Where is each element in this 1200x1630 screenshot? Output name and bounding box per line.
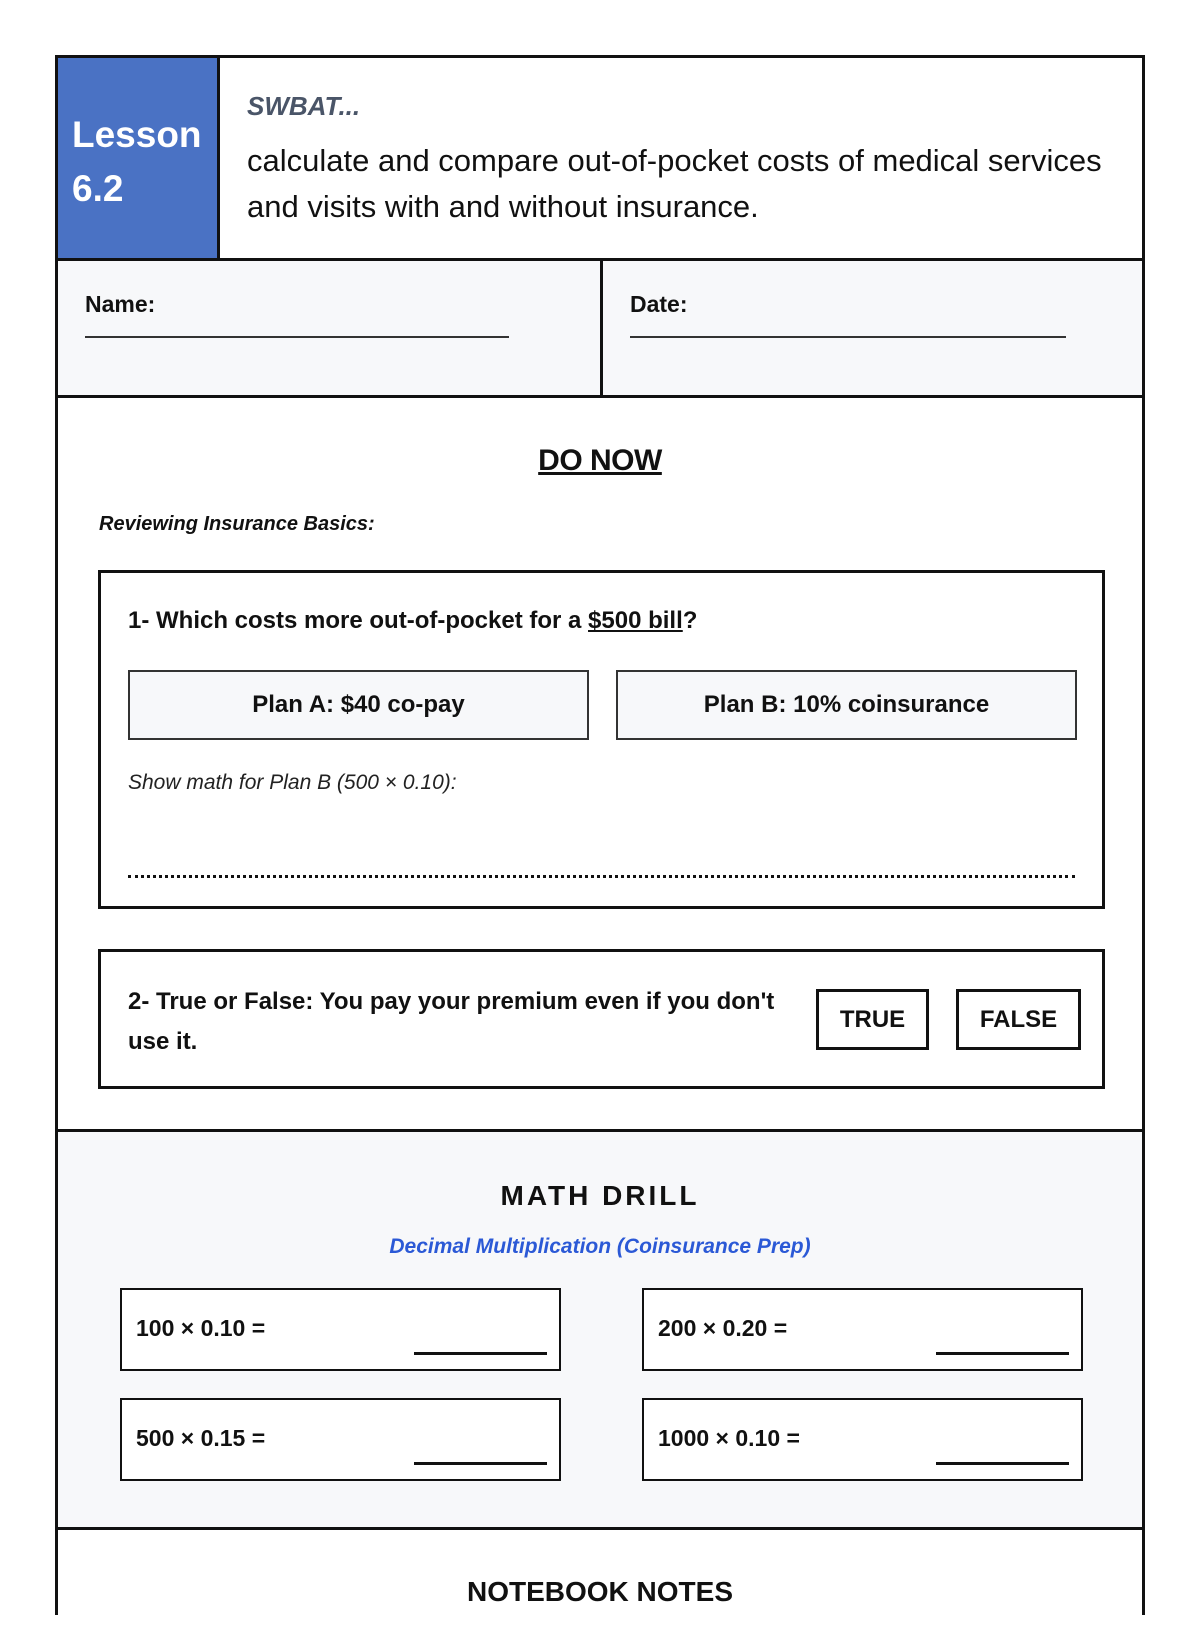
swbat-section — [220, 58, 1142, 258]
lesson-header — [58, 58, 1142, 261]
notebook-notes-section — [58, 1530, 1142, 1630]
worksheet — [55, 55, 1145, 1615]
date-label: Date: — [630, 291, 688, 317]
plan-a-option[interactable]: Plan A: $40 co-pay — [128, 670, 589, 740]
lesson-number: 6.2 — [72, 168, 124, 209]
date-field[interactable] — [630, 336, 1066, 338]
name-field[interactable] — [85, 336, 509, 338]
question-1-prefix: 1- Which costs more out-of-pocket for a — [128, 607, 589, 634]
notebook-notes-title: NOTEBOOK NOTES — [466, 1576, 733, 1607]
question-1-highlight: $500 bill — [588, 607, 683, 634]
do-now-subtitle: Reviewing Insurance Basics: — [99, 513, 375, 535]
drill-problem-text: 200 × 0.20 = — [658, 1315, 788, 1341]
math-answer-line[interactable] — [128, 875, 1075, 878]
drill-answer-line[interactable] — [936, 1462, 1069, 1465]
drill-problem — [642, 1288, 1083, 1371]
lesson-word: Lesson — [72, 114, 202, 155]
name-date-row — [58, 261, 1142, 398]
swbat-label: SWBAT... — [247, 91, 361, 121]
math-drill-title: MATH DRILL — [500, 1180, 700, 1211]
drill-answer-line[interactable] — [414, 1352, 547, 1355]
math-drill-section — [58, 1132, 1142, 1530]
question-2-text: 2- True or False: You pay your premium even if you don't use it. — [128, 988, 775, 1055]
drill-problem-text: 1000 × 0.10 = — [658, 1425, 800, 1451]
question-1-text — [128, 607, 697, 635]
do-now-section — [58, 398, 1142, 1132]
drill-answer-line[interactable] — [414, 1462, 547, 1465]
swbat-objective: calculate and compare out-of-pocket costs of medical services and visits with and without insurance. — [247, 143, 1102, 224]
question-1-box — [98, 570, 1105, 909]
drill-problem-text: 100 × 0.10 = — [136, 1315, 266, 1341]
name-label: Name: — [85, 291, 156, 317]
drill-problem-text: 500 × 0.15 = — [136, 1425, 266, 1451]
drill-problem — [120, 1398, 561, 1481]
false-option[interactable]: FALSE — [956, 989, 1081, 1050]
show-math-prompt: Show math for Plan B (500 × 0.10): — [128, 771, 457, 794]
question-2-box — [98, 949, 1105, 1089]
plan-b-option[interactable]: Plan B: 10% coinsurance — [616, 670, 1077, 740]
date-cell — [603, 261, 1142, 395]
drill-answer-line[interactable] — [936, 1352, 1069, 1355]
true-option[interactable]: TRUE — [816, 989, 929, 1050]
math-drill-subtitle: Decimal Multiplication (Coinsurance Prep) — [389, 1235, 811, 1258]
drill-problem — [120, 1288, 561, 1371]
question-1-suffix: ? — [682, 607, 698, 634]
drill-problem — [642, 1398, 1083, 1481]
do-now-title: DO NOW — [538, 444, 662, 477]
name-cell — [58, 261, 603, 395]
lesson-badge — [58, 58, 220, 258]
